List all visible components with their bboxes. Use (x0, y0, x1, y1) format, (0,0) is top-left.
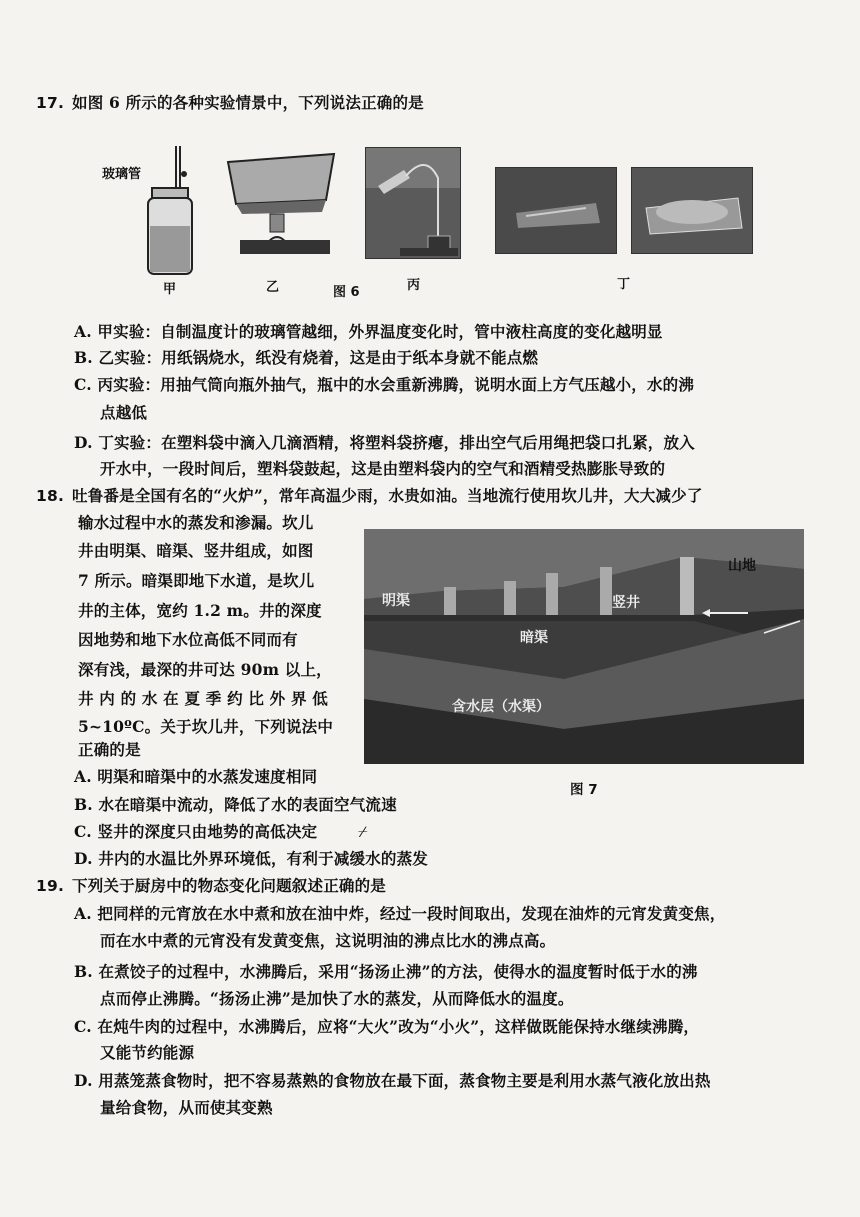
q17-option-a: A. 甲实验：自制温度计的玻璃管越细，外界温度变化时，管中液柱高度的变化越明显 (74, 322, 663, 341)
q19-option-d-cont: 量给食物，从而使其变熟 (100, 1098, 273, 1117)
q18-line-8: 井 内 的 水 在 夏 季 约 比 外 界 低 (78, 689, 328, 708)
q18-line-1: 吐鲁番是全国有名的“火炉”，常年高温少雨，水贵如油。当地流行使用坎儿井，大大减少了 (72, 486, 703, 505)
homemade-thermometer-image (140, 146, 200, 276)
q17-number: 17. (36, 94, 65, 112)
fig6-caption: 图 6 (333, 285, 360, 300)
fig7-caption: 图 7 (570, 782, 598, 798)
glass-tube-label: 玻璃管 (102, 167, 142, 182)
q18-option-a: A. 明渠和暗渠中的水蒸发速度相同 (74, 767, 318, 786)
q18-line-9: 5~10ºC。关于坎儿井，下列说法中 (78, 717, 334, 736)
q19-option-d: D. 用蒸笼蒸食物时，把不容易蒸熟的食物放在最下面，蒸食物主要是利用水蒸气液化放出热 (74, 1071, 711, 1090)
label-shaft: 竖井 (612, 595, 640, 611)
q19-option-c-cont: 又能节约能源 (100, 1043, 195, 1062)
q18-line-10: 正确的是 (78, 740, 141, 759)
q17-option-c-cont: 点越低 (100, 403, 148, 422)
q19-option-a: A. 把同样的元宵放在水中煮和放在油中炸，经过一段时间取出，发现在油炸的元宵发黄变焦， (74, 904, 726, 923)
fig6-label-jia: 甲 (163, 282, 177, 297)
fig6-label-yi: 乙 (266, 280, 280, 295)
q17-stem: 如图 6 所示的各种实验情景中，下列说法正确的是 (72, 93, 424, 112)
q18-option-b: B. 水在暗渠中流动，降低了水的表面空气流速 (74, 795, 397, 814)
fig6-label-ding: 丁 (617, 277, 631, 292)
plastic-bag-photo-2 (631, 167, 753, 254)
label-dark-channel: 暗渠 (520, 630, 548, 646)
q18-option-c: C. 竖井的深度只由地势的高低决定 (74, 822, 318, 841)
vacuum-boiling-photo (365, 147, 461, 259)
q17-option-c: C. 丙实验：用抽气筒向瓶外抽气，瓶中的水会重新沸腾，说明水面上方气压越小，水的沸 (74, 375, 695, 394)
plastic-bag-photo-1 (495, 167, 617, 254)
q17-option-b: B. 乙实验：用纸锅烧水，纸没有烧着，这是由于纸本身就不能点燃 (74, 348, 539, 367)
label-aquifer: 含水层（水渠） (452, 699, 550, 715)
q17-option-d: D. 丁实验：在塑料袋中滴入几滴酒精，将塑料袋挤瘪，排出空气后用绳把袋口扎紧，放入 (74, 433, 695, 452)
label-open-channel: 明渠 (382, 593, 410, 609)
fig6-label-bing: 丙 (407, 278, 421, 293)
q18-line-6: 因地势和地下水位高低不同而有 (78, 630, 298, 649)
q19-stem: 下列关于厨房中的物态变化问题叙述正确的是 (72, 876, 387, 895)
q18-line-2: 输水过程中水的蒸发和渗漏。坎儿 (78, 513, 314, 532)
q18-option-d: D. 井内的水温比外界环境低，有利于减缓水的蒸发 (74, 849, 428, 868)
q19-number: 19. (36, 877, 65, 895)
label-mountain: 山地 (728, 558, 756, 574)
q19-option-c: C. 在炖牛肉的过程中，水沸腾后，应将“大火”改为“小火”，这样做既能保持水继续沸腾， (74, 1017, 700, 1036)
q18-line-3: 井由明渠、暗渠、竖井组成，如图 (78, 541, 314, 560)
q19-option-b: B. 在煮饺子的过程中，水沸腾后，采用“扬汤止沸”的方法，使得水的温度暂时低于水的沸 (74, 962, 698, 981)
q19-option-b-cont: 点而停止沸腾。“扬汤止沸”是加快了水的蒸发，从而降低水的温度。 (100, 989, 574, 1008)
q18-line-4: 7 所示。暗渠即地下水道，是坎儿 (78, 571, 315, 590)
q18-line-7: 深有浅，最深的井可达 90m 以上， (78, 660, 332, 679)
q18-line-5: 井的主体，宽约 1.2 m。井的深度 (78, 601, 322, 620)
q17-option-d-cont: 开水中，一段时间后，塑料袋鼓起，这是由塑料袋内的空气和酒精受热膨胀导致的 (100, 459, 666, 478)
pencil-mark: ⌿ (358, 822, 368, 841)
paper-pot-image (226, 152, 336, 262)
q19-option-a-cont: 而在水中煮的元宵没有发黄变焦，这说明油的沸点比水的沸点高。 (100, 931, 556, 950)
q18-number: 18. (36, 487, 65, 505)
